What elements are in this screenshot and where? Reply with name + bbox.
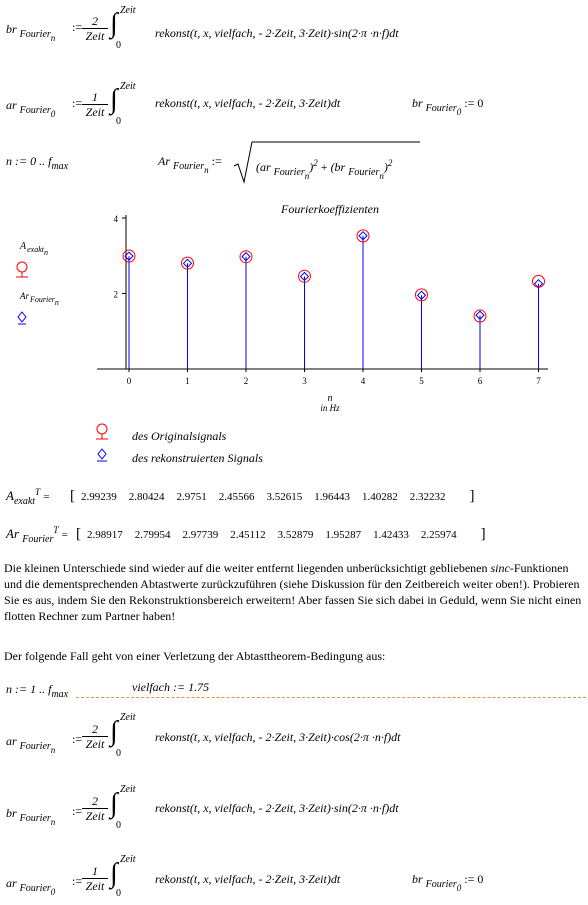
paragraph-next-case: Der folgende Fall geht von einer Verletzung der Abtasttheorem-Bedingung aus: bbox=[4, 649, 386, 663]
integral-sign: ∫ bbox=[110, 8, 118, 39]
a-exakt-value-4: 3.52615 bbox=[266, 491, 303, 503]
ar-fourier-value-6: 1.42433 bbox=[373, 529, 409, 541]
region-divider bbox=[76, 697, 586, 698]
a-exakt-value-2: 2.9751 bbox=[176, 491, 207, 503]
fraction: 2 Zeit bbox=[82, 14, 108, 43]
ar-fourier-value-7: 2.25974 bbox=[420, 529, 457, 541]
a-exakt-value-7: 2.32232 bbox=[409, 491, 446, 503]
a-exakt-value-3: 2.45566 bbox=[218, 491, 255, 503]
x-label-unit: in Hz bbox=[320, 403, 340, 413]
a-exakt-value-0: 2.99239 bbox=[81, 491, 117, 503]
y-tick-label: 2 bbox=[113, 289, 118, 300]
y-label-1: $A_{exaktn}$ bbox=[20, 241, 48, 257]
a-exakt-value-5: 1.96443 bbox=[314, 491, 350, 503]
x-label: n bbox=[327, 393, 333, 404]
x-tick-label: 6 bbox=[477, 376, 483, 386]
chart-title: Fourierkoeffizienten bbox=[281, 202, 379, 216]
x-tick-label: 5 bbox=[419, 376, 424, 386]
x-tick-label: 1 bbox=[185, 376, 190, 386]
integral-sign: ∫ bbox=[110, 716, 118, 747]
ar-fourier-value-1: 2.79954 bbox=[134, 529, 171, 541]
x-tick-label: 3 bbox=[302, 376, 307, 386]
x-tick-label: 4 bbox=[360, 376, 366, 386]
a-exakt-value-6: 1.40282 bbox=[362, 491, 398, 503]
ar-fourier-value-2: 2.97739 bbox=[182, 529, 219, 541]
y-legend-marker-blue bbox=[18, 312, 26, 324]
paragraph-explanation: Die kleinen Unterschiede sind wieder auf die weiter entfernt liegenden unberücksichtigt gebliebenen sinc-Funktionen und die dementsprechenden Abtastwerte zurückzuführen (siehe Diskussion für den Zeitbereich weiter oben!). Probieren Sie es aus, indem Sie den Rekonstruktionsbereich erweitern! Aber fassen Sie sich dabei in Geduld, wenn Sie nicht einen flotten Rechner zum Partner haben! bbox=[4, 561, 582, 623]
integral-sign: ∫ bbox=[110, 788, 118, 819]
a-exakt-value-1: 2.80424 bbox=[128, 491, 165, 503]
x-tick-label: 7 bbox=[536, 376, 541, 386]
fourier-chart bbox=[0, 195, 588, 420]
ar-fourier-value-5: 1.95287 bbox=[325, 529, 362, 541]
ar-fourier-value-0: 2.98917 bbox=[87, 529, 123, 541]
legend-marker-original bbox=[96, 424, 108, 439]
legend-label-original: des Originalsignals bbox=[132, 429, 227, 443]
legend-label-reconstructed: des rekonstruierten Signals bbox=[132, 451, 263, 465]
side-assignment: br $_{Fourier0}$ := 0 bbox=[412, 96, 484, 117]
integral-sign: ∫ bbox=[110, 858, 118, 889]
integral-sign: ∫ bbox=[110, 84, 118, 115]
y-legend-marker-red bbox=[16, 262, 28, 277]
y-label-2: ArFouriern bbox=[20, 291, 59, 307]
x-tick-label: 2 bbox=[243, 376, 249, 386]
y-tick-label: 4 bbox=[113, 214, 118, 224]
x-tick-label: 0 bbox=[126, 376, 132, 386]
ar-fourier-value-4: 3.52879 bbox=[277, 529, 314, 541]
legend-marker-reconstructed bbox=[97, 449, 107, 461]
ar-fourier-value-3: 2.45112 bbox=[230, 529, 266, 541]
lhs: br $_{Fouriern}$ bbox=[6, 22, 56, 43]
